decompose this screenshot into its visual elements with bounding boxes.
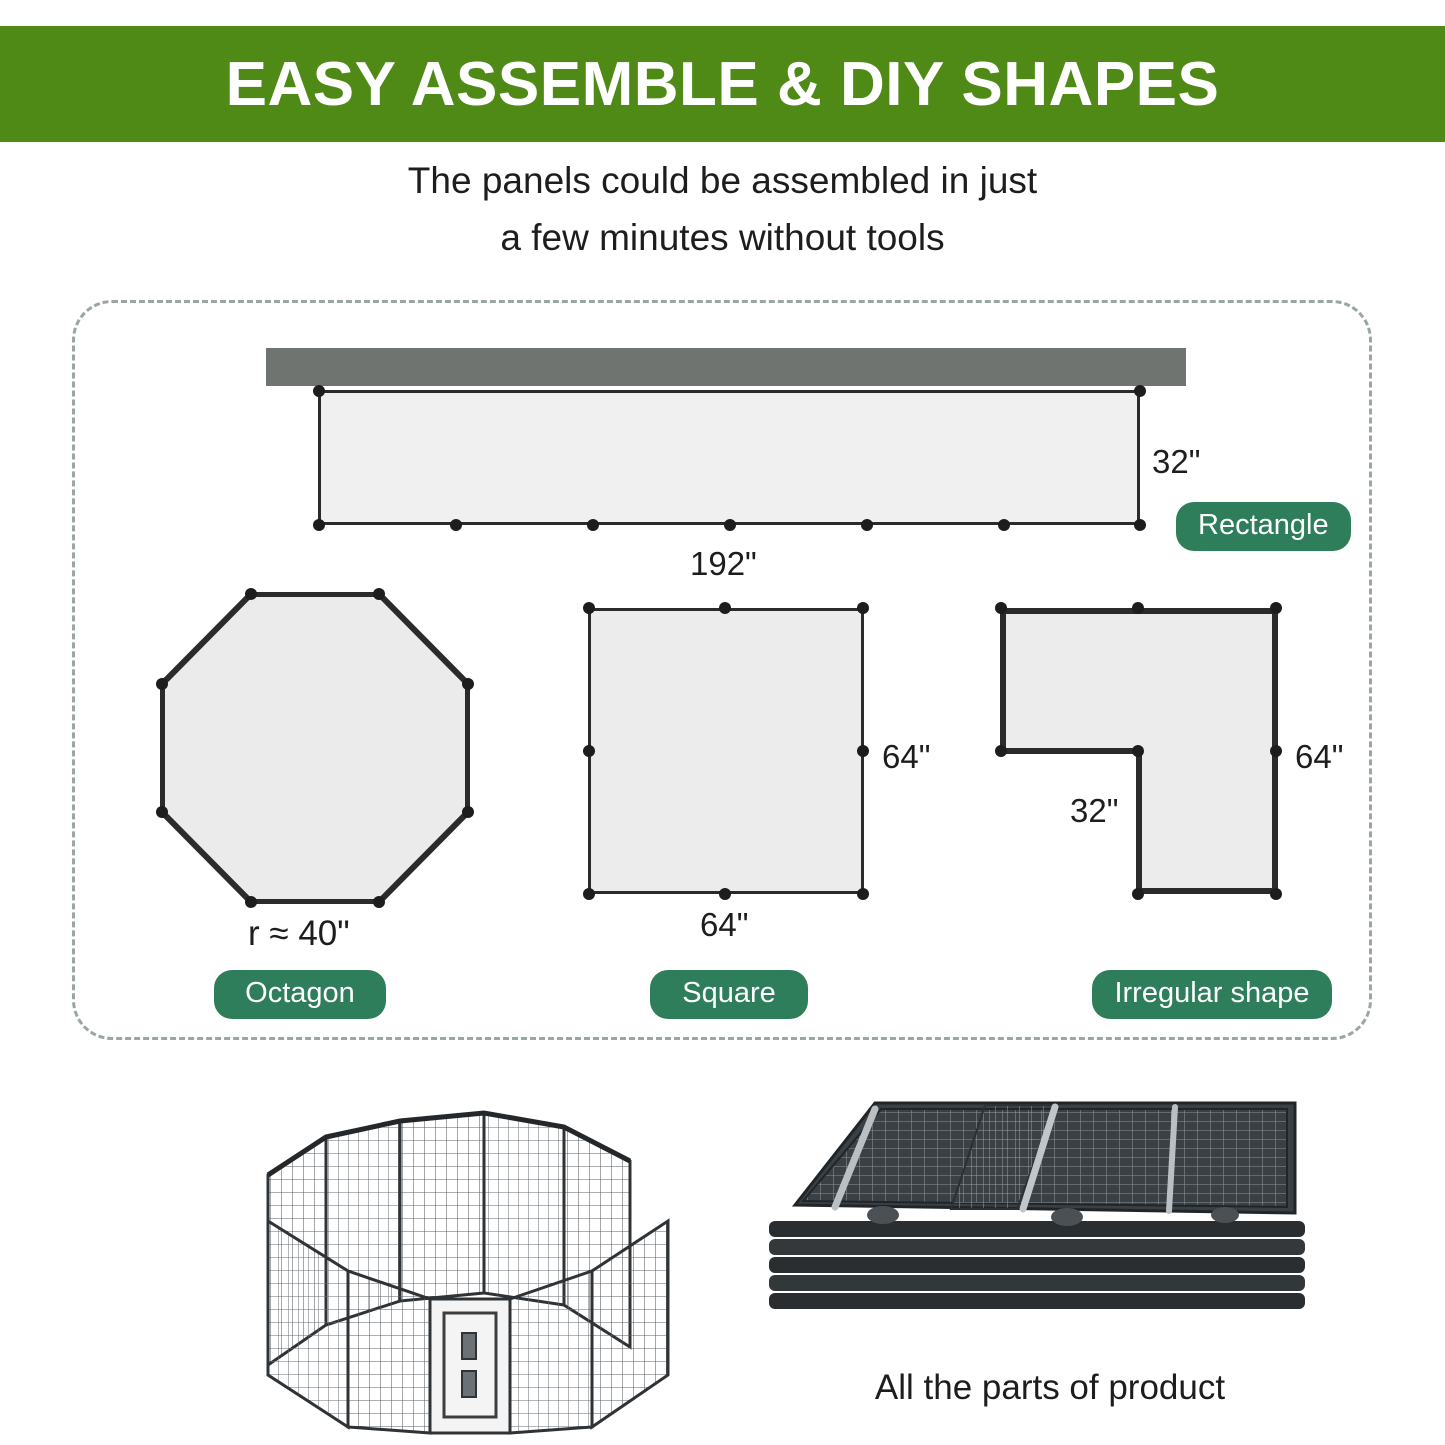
irregular-height-label: 64" bbox=[1295, 738, 1344, 775]
joint-node bbox=[857, 745, 869, 757]
joint-node bbox=[156, 806, 168, 818]
joint-node bbox=[1134, 519, 1146, 531]
joint-node bbox=[1270, 888, 1282, 900]
joint-node bbox=[857, 602, 869, 614]
joint-node bbox=[462, 806, 474, 818]
joint-node bbox=[373, 896, 385, 908]
octagon-figure bbox=[160, 592, 470, 904]
assembled-pen-photo bbox=[248, 1075, 688, 1435]
joint-node bbox=[995, 602, 1007, 614]
square-width-label: 64" bbox=[700, 906, 749, 943]
tag-irregular-shape: Irregular shape bbox=[1092, 970, 1332, 1019]
irregular-notch-label: 32" bbox=[1070, 792, 1119, 829]
square-fill bbox=[588, 608, 864, 894]
joint-node bbox=[156, 678, 168, 690]
folded-parts-photo bbox=[755, 1085, 1315, 1355]
joint-node bbox=[995, 745, 1007, 757]
joint-node bbox=[857, 888, 869, 900]
square-figure bbox=[588, 608, 864, 894]
square-height-label: 64" bbox=[882, 738, 931, 775]
octagon-outline bbox=[160, 592, 470, 904]
joint-node bbox=[1132, 602, 1144, 614]
rectangle-top-panel bbox=[266, 348, 1186, 386]
subtitle-line-1: The panels could be assembled in just bbox=[407, 160, 1038, 201]
octagon-radius-label: r ≈ 40" bbox=[248, 914, 350, 953]
joint-node bbox=[313, 385, 325, 397]
page-title: EASY ASSEMBLE & DIY SHAPES bbox=[225, 49, 1220, 119]
tag-octagon: Octagon bbox=[214, 970, 386, 1019]
tag-rectangle: Rectangle bbox=[1176, 502, 1351, 551]
header-banner bbox=[0, 26, 1445, 142]
joint-node bbox=[719, 888, 731, 900]
subtitle-line-2: a few minutes without tools bbox=[500, 217, 945, 259]
joint-node bbox=[724, 519, 736, 531]
rectangle-height-label: 32" bbox=[1152, 443, 1201, 480]
joint-node bbox=[373, 588, 385, 600]
joint-node bbox=[1132, 888, 1144, 900]
joint-node bbox=[313, 519, 325, 531]
joint-node bbox=[1270, 745, 1282, 757]
joint-node bbox=[583, 888, 595, 900]
subtitle bbox=[0, 152, 1445, 267]
joint-node bbox=[583, 745, 595, 757]
joint-node bbox=[450, 519, 462, 531]
joint-node bbox=[861, 519, 873, 531]
joint-node bbox=[719, 602, 731, 614]
joint-node bbox=[462, 678, 474, 690]
rectangle-width-label: 192" bbox=[690, 545, 757, 582]
joint-node bbox=[245, 896, 257, 908]
tag-square: Square bbox=[650, 970, 808, 1019]
joint-node bbox=[583, 602, 595, 614]
joint-node bbox=[587, 519, 599, 531]
joint-node bbox=[245, 588, 257, 600]
joint-node bbox=[998, 519, 1010, 531]
rectangle-outline bbox=[318, 390, 1140, 525]
joint-node bbox=[1270, 602, 1282, 614]
parts-caption: All the parts of product bbox=[874, 1368, 1226, 1407]
joint-node bbox=[1134, 385, 1146, 397]
joint-node bbox=[1132, 745, 1144, 757]
